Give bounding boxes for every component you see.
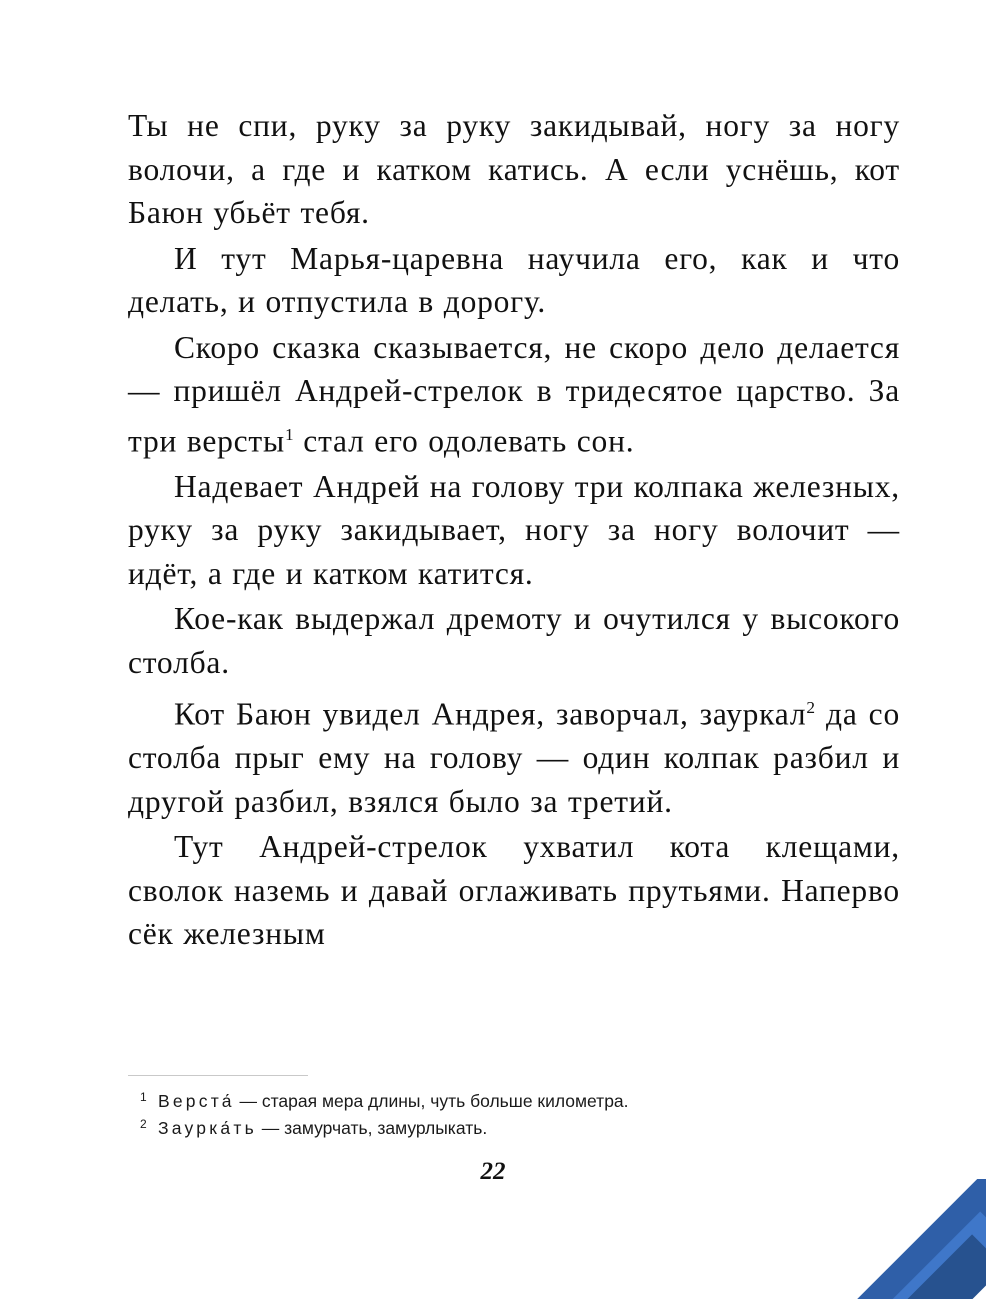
paragraph xyxy=(128,825,900,956)
decorative-corner-ribbon xyxy=(856,1179,986,1299)
footnote-marker-1: 1 xyxy=(284,424,294,444)
paragraph-text: Скоро сказка сказывается, не скоро дело делается — пришёл Андрей-стрелок в тридесятое царство. За три версты xyxy=(128,329,900,458)
footnote-term: Верста́ xyxy=(158,1091,235,1111)
paragraph-text-after: да со столба прыг ему на голову — один колпак разбил и другой разбил, взялся было за третий. xyxy=(128,696,900,819)
paragraph xyxy=(128,104,900,235)
footnote-term: Заурка́ть xyxy=(158,1118,257,1138)
footnotes-block xyxy=(128,1075,900,1142)
paragraph-text: Кот Баюн увидел Андрея, заворчал, зауркал xyxy=(174,696,807,732)
page-body-text xyxy=(128,104,900,958)
footnote-definition: — старая мера длины, чуть больше километра. xyxy=(234,1091,629,1111)
footnote-marker-2: 2 xyxy=(806,698,816,717)
paragraph-text: Ты не спи, руку за руку закидывай, ногу за ногу волочи, а где и катком катись. А если уснёшь, кот Баюн убьёт тебя. xyxy=(128,108,900,230)
footnote-item xyxy=(128,1088,900,1114)
paragraph-text: Кое-как выдержал дремоту и очутился у высокого столба. xyxy=(128,601,900,680)
paragraph-with-footnote xyxy=(128,326,900,463)
footnote-definition: — замурчать, замурлыкать. xyxy=(256,1118,488,1138)
paragraph xyxy=(128,465,900,596)
footnote-number: 1 xyxy=(140,1090,147,1104)
page-number: 22 xyxy=(480,1158,506,1185)
paragraph-text: И тут Марья-царевна научила его, как и что делать, и отпустила в дорогу. xyxy=(128,240,900,319)
paragraph-with-footnote xyxy=(128,686,900,823)
footnote-item xyxy=(128,1115,900,1141)
paragraph-text: Тут Андрей-стрелок ухватил кота клещами, сволок наземь и давай оглаживать прутьями. Наперво сёк железным xyxy=(128,829,900,951)
paragraph-text: Надевает Андрей на голову три колпака железных, руку за руку закидывает, ногу за ногу волочит — идёт, а где и катком катится. xyxy=(128,468,900,591)
footnote-divider xyxy=(128,1075,308,1076)
footnote-number: 2 xyxy=(140,1117,147,1131)
paragraph xyxy=(128,597,900,684)
paragraph xyxy=(128,237,900,324)
paragraph-text-after: стал его одолевать сон. xyxy=(293,423,635,458)
